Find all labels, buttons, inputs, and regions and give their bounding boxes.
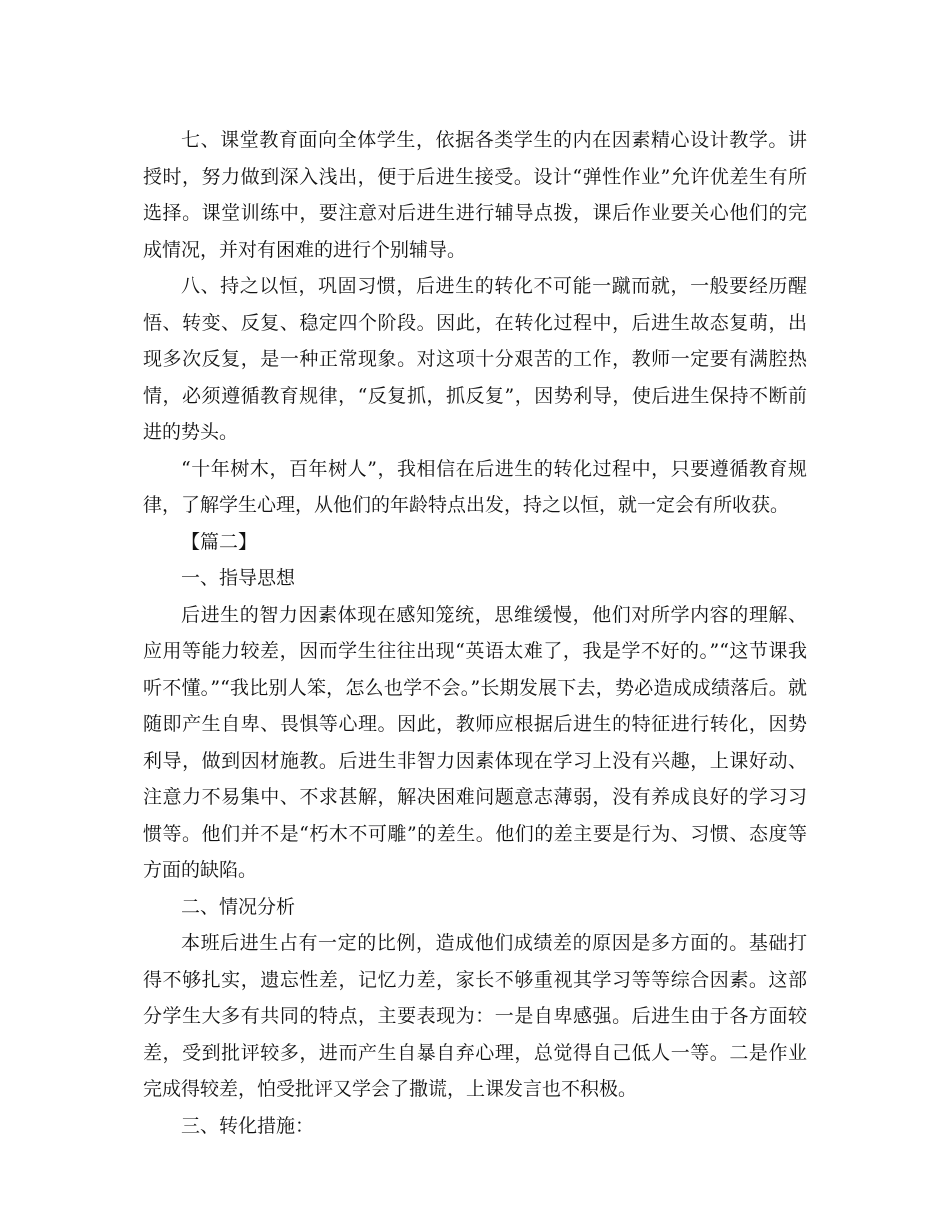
paragraph-situation-analysis: 本班后进生占有一定的比例，造成他们成绩差的原因是多方面的。基础打得不够扎实，遗忘性差，记忆力差，家长不够重视其学习等等综合因素。这部分学生大多有共同的特点，主要表现为：一是自卑感强。后进生由于各方面较差，受到批评较多，进而产生自暴自弃心理，总觉得自己低人一等。二是作业完成得较差，怕受批评又学会了撒谎，上课发言也不积极。 — [143, 932, 807, 1100]
heading-guiding-thought: 一、指导思想 — [181, 567, 296, 589]
paragraph-closing: “十年树木，百年树人”，我相信在后进生的转化过程中，只要遵循教育规律，了解学生心理，从他们的年龄特点出发，持之以恒，就一定会有所收获。 — [143, 457, 807, 516]
heading-situation-analysis: 二、情况分析 — [181, 895, 296, 918]
paragraph-guiding-thought: 后进生的智力因素体现在感知笼统，思维缓慢，他们对所学内容的理解、应用等能力较差，因而学生往往出现“英语太难了，我是学不好的。”“这节课我听不懂。”“我比别人笨，怎么也学不会。”长期发展下去，势必造成成绩落后。就随即产生自卑、畏惧等心理。因此，教师应根据后进生的特征进行转化，因势利导，做到因材施教。后进生非智力因素体现在学习上没有兴趣，上课好动、注意力不易集中、不求甚解，解决困难问题意志薄弱，没有养成良好的学习习惯等。他们并不是“朽木不可雕”的差生。他们的差主要是行为、习惯、态度等方面的缺陷。 — [143, 603, 807, 881]
paragraph-eight: 八、持之以恒，巩固习惯，后进生的转化不可能一蹴而就，一般要经历醒悟、转变、反复、稳定四个阶段。因此，在转化过程中，后进生故态复萌，出现多次反复，是一种正常现象。对这项十分艰苦的工作，教师一定要有满腔热情，必须遵循教育规律，“反复抓，抓反复”，因势利导，使后进生保持不断前进的势头。 — [143, 275, 807, 443]
paragraph-seven: 七、课堂教育面向全体学生，依据各类学生的内在因素精心设计教学。讲授时，努力做到深入浅出，便于后进生接受。设计“弹性作业”允许优差生有所选择。课堂训练中，要注意对后进生进行辅导点拨，课后作业要关心他们的完成情况，并对有困难的进行个别辅导。 — [143, 129, 807, 261]
section-heading-part-two: 【篇二】 — [181, 530, 258, 553]
heading-transformation-measures: 三、转化措施： — [181, 1114, 315, 1137]
document-body — [143, 122, 807, 1144]
